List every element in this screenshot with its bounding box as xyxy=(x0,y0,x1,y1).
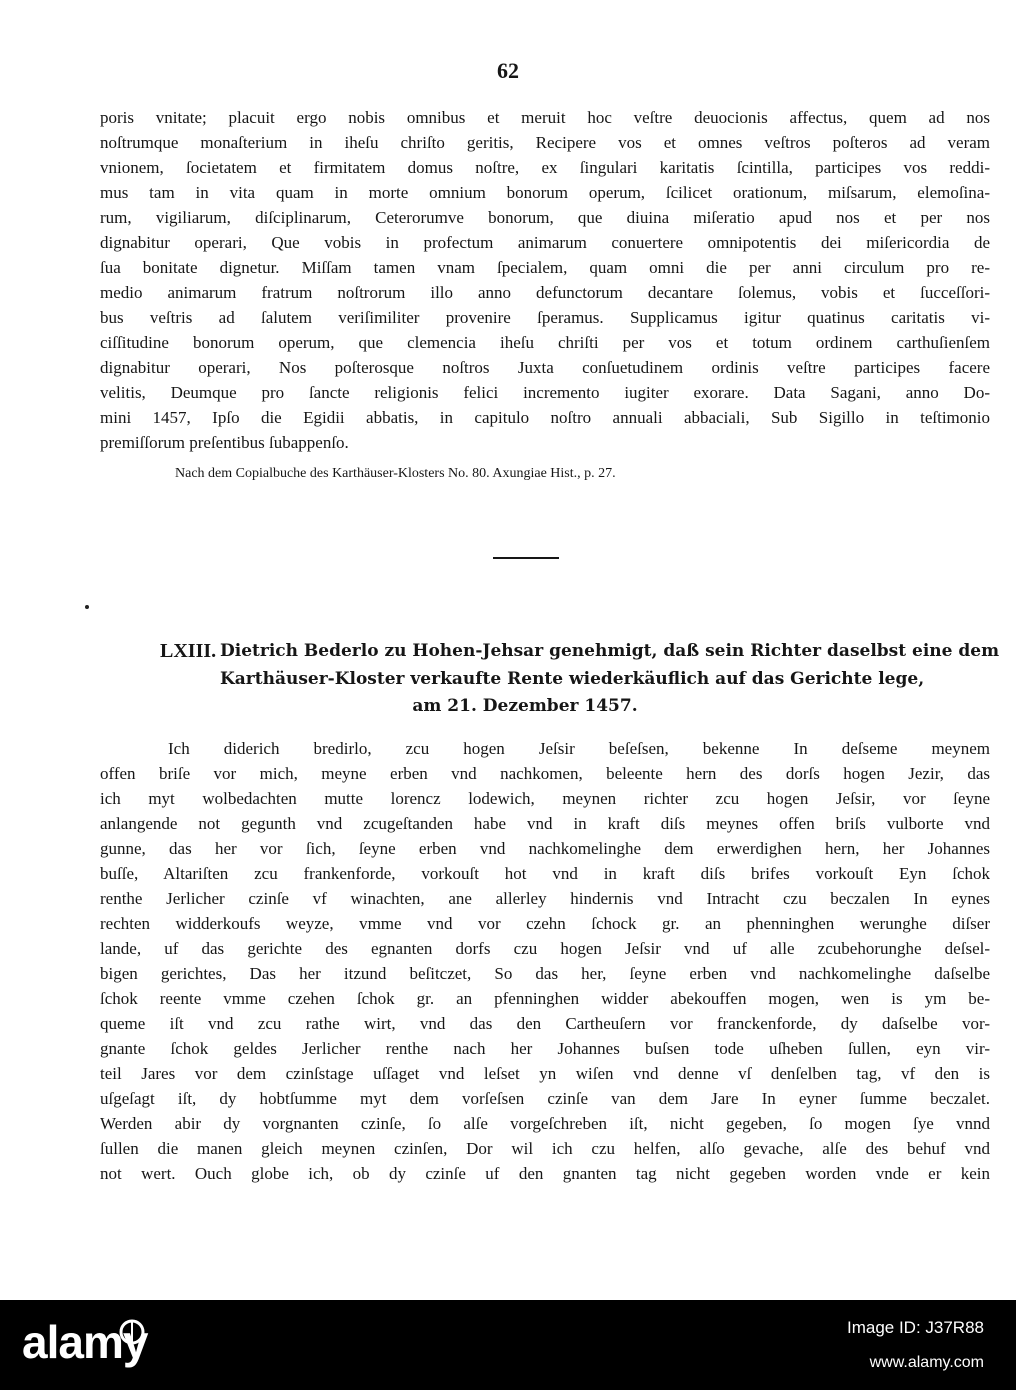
text-line: teil Jares vor dem czinſstage uſſaget vnd leſset yn wiſen vnd denne vſ denſelben tag, vf den is xyxy=(100,1064,990,1083)
watermark-footer xyxy=(0,1300,1016,1390)
brand-logo: alamy xyxy=(22,1316,148,1368)
brand-mark-icon xyxy=(118,1318,146,1346)
text-line: ſchok reente vmme czehen ſchok gr. an pfenninghen widder abekouffen mogen, wen is ym be- xyxy=(100,989,990,1008)
text-line: dignabitur operari, Que vobis in profectum animarum conuertere omnipotentis dei miſericordia de xyxy=(100,233,990,252)
source-note: Nach dem Copialbuche des Karthäuser-Klosters No. 80. Axungiae Hist., p. 27. xyxy=(175,466,616,481)
section-divider xyxy=(493,557,559,559)
text-line: medio animarum fratrum noſtrorum illo anno defunctorum decantare ſolemus, vobis et ſucceſſori- xyxy=(100,283,990,302)
text-line: queme iſt vnd zcu rathe wirt, vnd das den Cartheuſern vor franckenforde, dy daſselbe vor- xyxy=(100,1014,990,1033)
text-line: vnionem, ſocietatem et firmitatem domus noſtre, ex ſingulari karitatis ſcintilla, participes vos reddi- xyxy=(100,158,990,177)
text-line: Werden abir dy vorgnanten czinſe, ſo alſe vorgeſchreben iſt, nicht gegeben, ſo mogen ſye vnnd xyxy=(100,1114,990,1133)
page-number: 62 xyxy=(497,58,519,83)
text-line: premiſſorum preſentibus ſubappenſo. xyxy=(100,433,349,452)
document-heading-line: Dietrich Bederlo zu Hohen-Jehsar genehmigt, daß sein Richter daselbst eine dem xyxy=(220,641,1000,661)
text-line: offen briſe vor mich, meyne erben vnd nachkomen, beleente hern des dorſs hogen Jezir, das xyxy=(100,764,990,783)
text-line: uſgeſagt iſt, dy hobtſumme myt dem vorſeſsen czinſe van dem Jare In eyner ſumme beczalet. xyxy=(100,1089,990,1108)
text-line: mus tam in vita quam in morte omnium bonorum operum, ſcilicet orationum, miſsarum, elemoſina- xyxy=(100,183,990,202)
text-line: lande, uf das gerichte des egnanten dorfs czu hogen Jeſsir vnd uf alle zcubehorunghe deſsel- xyxy=(100,939,990,958)
text-line: mini 1457, Ipſo die Egidii abbatis, in capitulo noſtro annuali abbaciali, Sub Sigillo in teſtimonio xyxy=(100,408,990,427)
text-line: Ich diderich bredirlo, zcu hogen Jeſsir beſeſsen, bekenne In deſseme meynem xyxy=(168,739,990,758)
text-line: anlangende not gegunth vnd zcugeſtanden habe vnd in kraft diſs meynes offen briſs vulborte vnd xyxy=(100,814,990,833)
text-line: ſullen die manen gleich meynen czinſen, Dor wil ich czu helfen, alſo gevache, alſe des behuf vnd xyxy=(100,1139,990,1158)
text-line: gunne, das her vor ſich, ſeyne erben vnd nachkomelinghe dem erwerdighen hern, her Johannes xyxy=(100,839,990,858)
text-line: dignabitur operari, Nos poſterosque noſtros Juxta conſuetudinem ordinis veſtre participes facere xyxy=(100,358,990,377)
text-line: gnante ſchok geldes Jerlicher renthe nach her Johannes buſsen tode uſheben ſullen, eyn vir- xyxy=(100,1039,990,1058)
text-line: ſua bonitate dignetur. Miſſam tamen vnam ſpecialem, quam omni die per anni circulum pro re- xyxy=(100,258,990,277)
text-line: renthe Jerlicher czinſe vf winachten, ane allerley hindernis vnd Intracht czu beczalen In eynes xyxy=(100,889,990,908)
document-heading-line: Karthäuser-Kloster verkaufte Rente wiederkäuflich auf das Gerichte lege, xyxy=(220,669,925,689)
text-line: not wert. Ouch globe ich, ob dy czinſe uf den gnanten tag nicht gegeben worden vnde er kein xyxy=(100,1164,990,1183)
brand-url: www.alamy.com xyxy=(869,1354,984,1371)
ink-speck xyxy=(85,605,89,609)
text-line: bus veſtris ad ſalutem veriſimiliter provenire ſperamus. Supplicamus igitur quatinus caritatis vi- xyxy=(100,308,990,327)
text-line: ich myt wolbedachten mutte lorencz lodewich, meynen richter zcu hogen Jeſsir, vor ſeyne xyxy=(100,789,990,808)
image-id: Image ID: J37R88 xyxy=(846,1318,984,1337)
text-line: rum, vigiliarum, diſciplinarum, Ceterorumve bonorum, que diuina miſeratio apud nos et per nos xyxy=(100,208,990,227)
text-line: poris vnitate; placuit ergo nobis omnibus et meruit hoc veſtre deuocionis affectus, quem ad nos xyxy=(100,108,990,127)
text-line: noſtrumque monaſterium in iheſu chriſto geritis, Recipere vos et omnes veſtros poſteros ad veram xyxy=(100,133,990,152)
text-line: rechten widderkoufs weyze, vmme vnd vor czehn ſchock gr. an phenninghen werunghe diſser xyxy=(100,914,990,933)
text-line: ciſſitudine bonorum operum, que clemencia iheſu chriſti per vos et totum ordinem carthuſienſem xyxy=(100,333,990,352)
text-line: bigen gerichtes, Das her itzund beſitczet, So das her, ſeyne erben vnd nachkomelinghe daſselbe xyxy=(100,964,990,983)
text-line: buſſe, Altariſten zcu frankenforde, vorkouſt hot vnd in kraft diſs brifes vorkouſt Eyn ſchok xyxy=(100,864,990,883)
document-date: am 21. Dezember 1457. xyxy=(412,696,638,716)
text-line: velitis, Deumque pro ſancte religionis felici incremento iugiter exorare. Data Sagani, anno Do- xyxy=(100,383,990,402)
document-number: LXIII. xyxy=(160,640,217,662)
